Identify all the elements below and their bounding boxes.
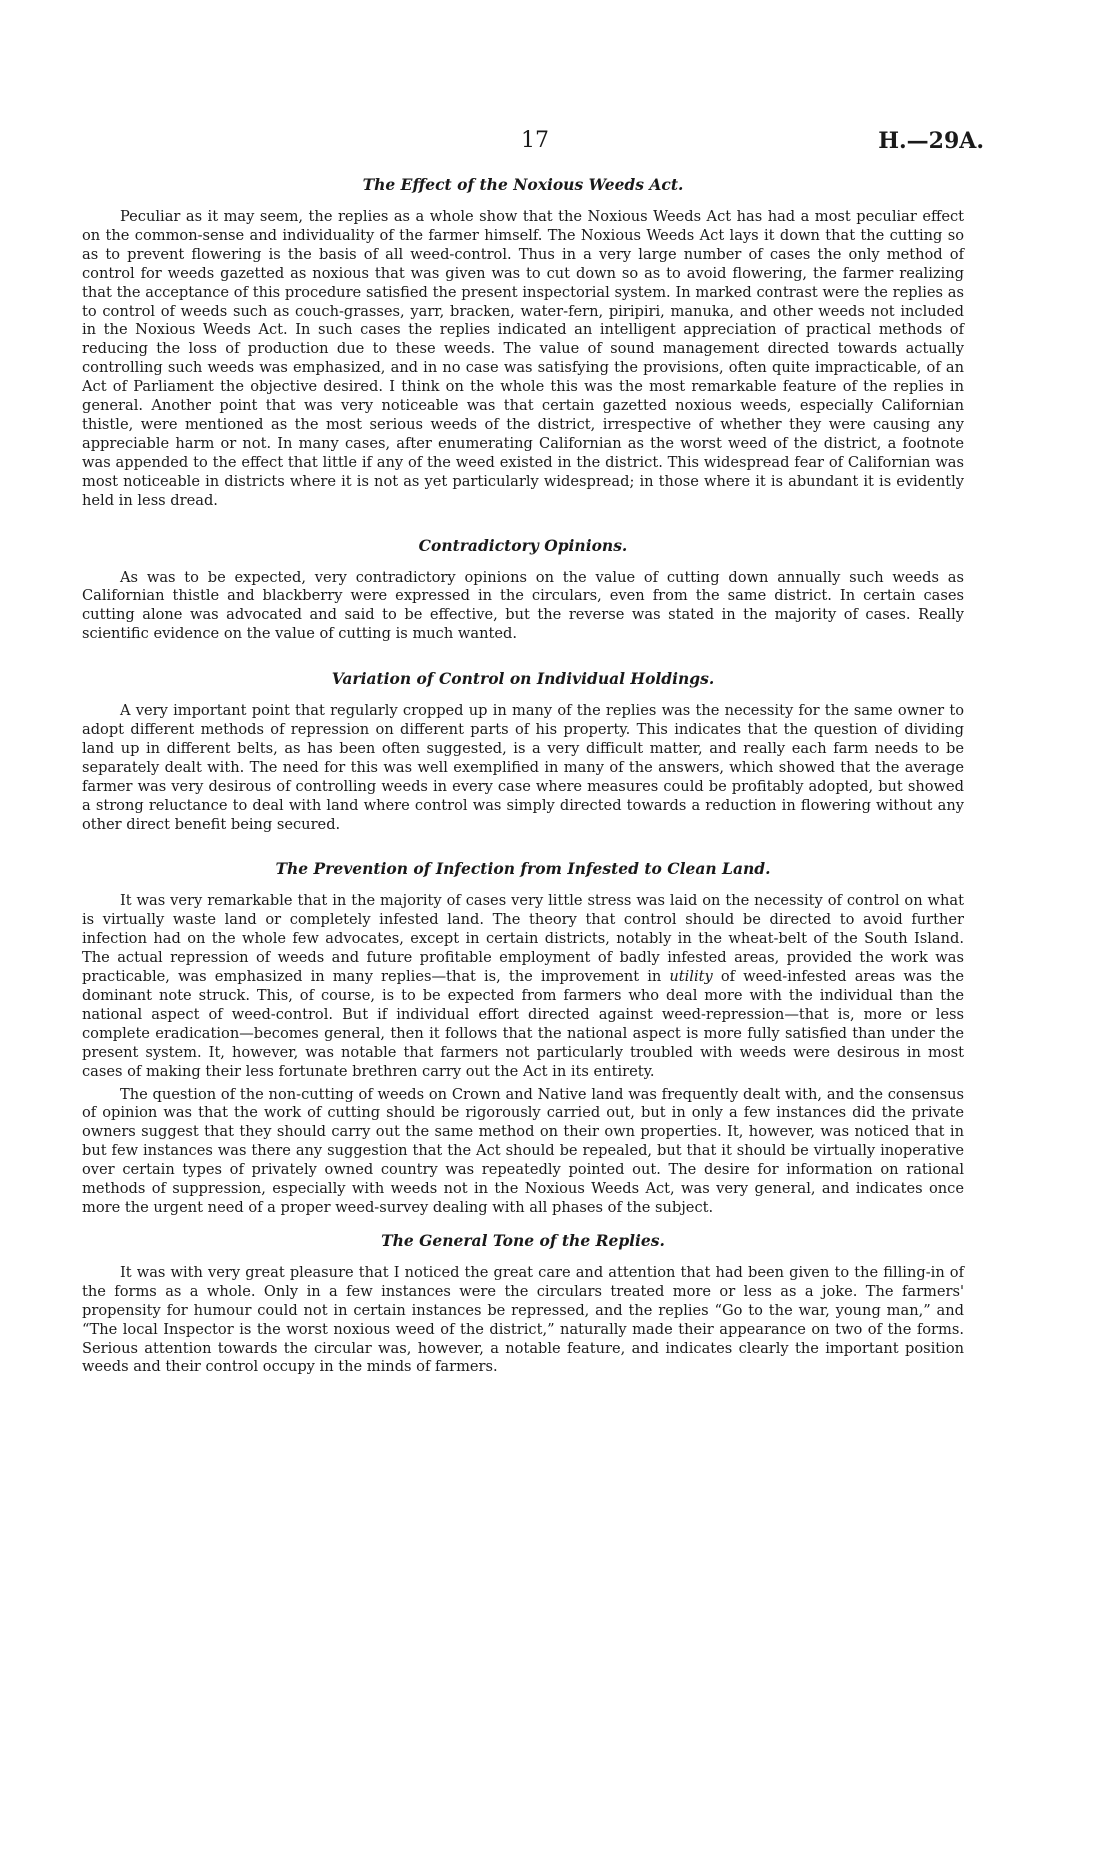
paragraph — [82, 892, 964, 1081]
section-heading: The Effect of the Noxious Weeds Act. — [362, 175, 684, 194]
document-reference: H.—29A. — [878, 128, 984, 154]
paragraph: Peculiar as it may seem, the replies as a whole show that the Noxious Weeds Act has had a most peculiar effect on the common-sense and individuality of the farmer himself. The Noxious Weeds Act lays it down that the cutting so as to prevent flowering is the basis of all weed-control. Thus in a very large number of cases the only method of control for weeds gazetted as noxious that was given was to cut down so as to avoid flowering, the farmer realizing that the acceptance of this procedure satisfied the present inspectorial system. In marked contrast were the replies as to control of weeds such as couch-grasses, yarr, bracken, water-fern, piripiri, manuka, and other weeds not included in the Noxious Weeds Act. In such cases the replies indicated an intelligent appreciation of practical methods of reducing the loss of production due to these weeds. The value of sound management directed towards actually controlling such weeds was emphasized, and in no case was satisfying the provisions, often quite impracticable, of an Act of Parliament the objective desired. I think on the whole this was the most remarkable feature of the replies in general. Another point that was very noticeable was that certain gazetted noxious weeds, especially Californian thistle, were mentioned as the most serious weeds of the district, irrespective of whether they were causing any appreciable harm or not. In many cases, after enumerating Californian as the worst weed of the district, a footnote was appended to the effect that little if any of the weed existed in the district. This widespread fear of Californian was most noticeable in districts where it is not as yet particularly widespread; in those where it is abundant it is evidently held in less dread. — [82, 208, 964, 509]
section-prevention-of-infection — [82, 860, 964, 1217]
paragraph-tail: of weed-infested areas was the dominant note struck. This, of course, is to be expected from farmers who deal more with the individual than the national aspect of weed-control. But if individual effort directed against weed-repression—that is, more or less complete eradication—becomes general, then it follows that the national aspect is more fully satisfied than under the present system. It, however, was notable that farmers not particularly troubled with weeds were desirous in most cases of making their less fortunate brethren carry out the Act in its entirety. — [82, 968, 965, 1080]
section-noxious-weeds-act — [82, 176, 964, 511]
emphasized-word: utility — [669, 968, 713, 986]
section-general-tone — [82, 1232, 964, 1377]
section-variation-of-control — [82, 670, 964, 834]
section-heading: Variation of Control on Individual Holdings. — [331, 669, 715, 689]
section-heading: The General Tone of the Replies. — [381, 1230, 665, 1250]
paragraph: It was with very great pleasure that I noticed the great care and attention that had been given to the filling-in of the forms as a whole. Only in a few instances were the circulars treated more or less as a joke. The farmers' propensity for humour could not in certain instances be repressed, and the replies “Go to the war, young man,” and “The local Inspector is the worst noxious weed of the district,” naturally made their appearance on two of the forms. Serious attention towards the circular was, however, a notable feature, and indicates clearly the important position weeds and their control occupy in the minds of farmers. — [82, 1263, 964, 1376]
section-contradictory-opinions — [82, 537, 964, 645]
section-heading: The Prevention of Infection from Infested to Clean Land. — [275, 859, 771, 879]
paragraph: The question of the non-cutting of weeds on Crown and Native land was frequently dealt with, and the consensus of opinion was that the work of cutting should be rigorously carried out, but in only a few instances did the private owners suggest that they should carry out the same method on their own properties. It, however, was noticed that in but few instances was there any suggestion that the Act should be repealed, but that it should be virtually inoperative over certain types of privately owned country was repeatedly pointed out. The desire for information on rational methods of suppression, especially with weeds not in the Noxious Weeds Act, was very general, and indicates once more the urgent need of a proper weed-survey dealing with all phases of the subject. — [82, 1085, 964, 1216]
page-body — [82, 176, 964, 1403]
paragraph-lead: It was very remarkable that in the majority of cases very little stress was laid on the necessity of control on what is virtually waste land or completely infested land. The theory that control should be directed to avoid further infection had on the whole few advocates, except in certain districts, notably in the wheat-belt of the South Island. The actual repression of weeds and future profitable employment of badly infested areas, provided the work was practicable, was emphasized in many replies—that is, the improvement in — [82, 892, 964, 986]
paragraph: A very important point that regularly cropped up in many of the replies was the necessity for the same owner to adopt different methods of repression on different parts of his property. This indicates that the question of dividing land up in different belts, as has been often suggested, is a very difficult matter, and really each farm needs to be separately dealt with. The need for this was well exemplified in many of the answers, which showed that the average farmer was very desirous of controlling weeds in every case where measures could be profitably adopted, but showed a strong reluctance to deal with land where control was simply directed towards a reduction in flowering without any other direct benefit being secured. — [82, 702, 964, 833]
page-number: 17 — [521, 128, 549, 153]
paragraph: As was to be expected, very contradictory opinions on the value of cutting down annually such weeds as Californian thistle and blackberry were expressed in the circulars, even from the same district. In certain cases cutting alone was advocated and said to be effective, but the reverse was stated in the majority of cases. Really scientific evidence on the value of cutting is much wanted. — [82, 568, 964, 643]
section-heading: Contradictory Opinions. — [418, 535, 628, 555]
